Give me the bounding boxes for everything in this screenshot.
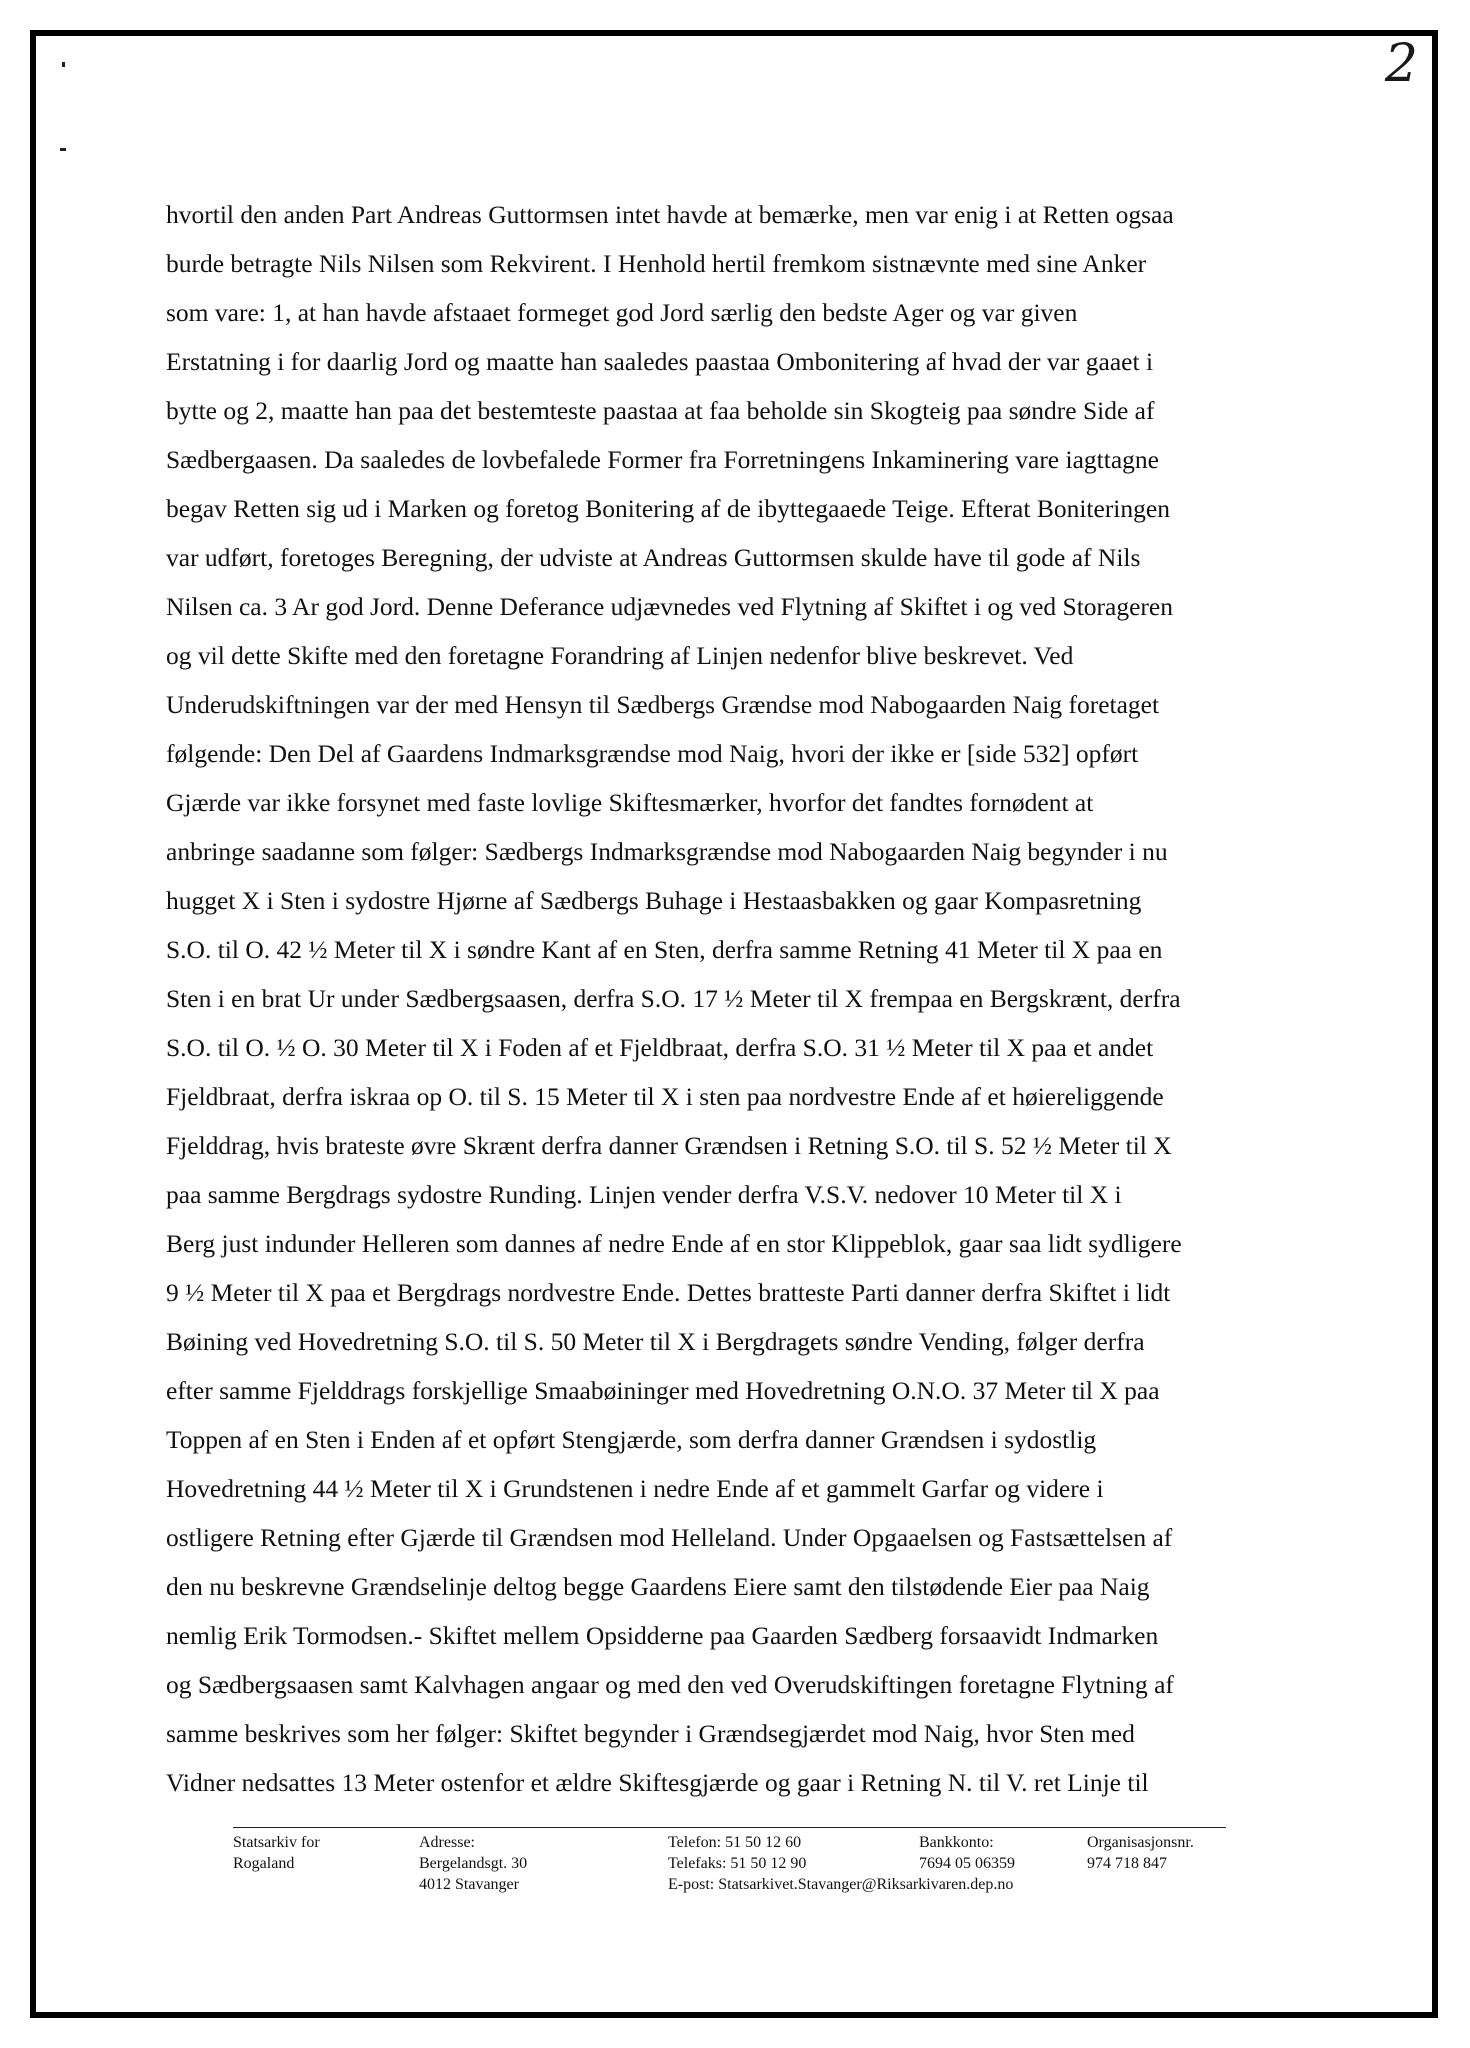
body-line: samme beskrives som her følger: Skiftet begynder i Grændsegjærdet mod Naig, hvor Sten med [166, 1719, 1135, 1748]
body-line: paa samme Bergdrags sydostre Runding. Linjen vender derfra V.S.V. nedover 10 Meter til X i [166, 1180, 1122, 1209]
footer-bank [919, 1832, 1015, 1874]
margin-dot [62, 62, 65, 67]
body-line: ostligere Retning efter Gjærde til Grændsen mod Helleland. Under Opgaaelsen og Fastsættelsen af [166, 1523, 1173, 1552]
footer-org [1087, 1832, 1194, 1874]
footer-archive [233, 1832, 320, 1874]
footer-phone: Telefon: 51 50 12 60 [668, 1834, 802, 1851]
body-line: Toppen af en Sten i Enden af et opført Stengjærde, som derfra danner Grændsen i sydostlig [166, 1425, 1097, 1454]
footer-bank-label: Bankkonto: [919, 1834, 994, 1851]
body-line: og Sædbergsaasen samt Kalvhagen angaar og med den ved Overudskiftingen foretagne Flytning af [166, 1670, 1174, 1699]
margin-dash [60, 148, 66, 151]
footer-archive-line: Rogaland [233, 1855, 295, 1872]
body-line: Nilsen ca. 3 Ar god Jord. Denne Deferance udjævnedes ved Flytning af Skiftet i og ved Storageren [166, 592, 1173, 621]
body-text [166, 190, 1306, 1807]
body-line: Hovedretning 44 ½ Meter til X i Grundstenen i nedre Ende af et gammelt Garfar og videre i [166, 1474, 1104, 1503]
footer-archive-line: Statsarkiv for [233, 1834, 320, 1851]
page-number: 2 [1384, 34, 1418, 94]
footer-email: E-post: Statsarkivet.Stavanger@Riksarkivaren.dep.no [668, 1876, 1014, 1893]
footer-address-line: Bergelandsgt. 30 [419, 1855, 528, 1872]
body-line: S.O. til O. 42 ½ Meter til X i søndre Kant af en Sten, derfra samme Retning 41 Meter til X paa en [166, 935, 1163, 964]
page-footer [233, 1827, 1226, 1893]
body-line: Gjærde var ikke forsynet med faste lovlige Skiftesmærker, hvorfor det fandtes fornødent at [166, 788, 1094, 817]
body-line: var udført, foretoges Beregning, der udviste at Andreas Guttormsen skulde have til gode af Nils [166, 543, 1141, 572]
body-line: Erstatning i for daarlig Jord og maatte han saaledes paastaa Ombonitering af hvad der var gaaet i [166, 347, 1154, 376]
body-line: følgende: Den Del af Gaardens Indmarksgrændse mod Naig, hvori der ikke er [side 532] opført [166, 739, 1139, 768]
body-line: hvortil den anden Part Andreas Guttormsen intet havde at bemærke, men var enig i at Retten ogsaa [166, 200, 1174, 229]
body-line: bytte og 2, maatte han paa det bestemteste paastaa at faa beholde sin Skogteig paa søndre Side af [166, 396, 1155, 425]
body-line: anbringe saadanne som følger: Sædbergs Indmarksgrændse mod Nabogaarden Naig begynder i nu [166, 837, 1168, 866]
footer-address [419, 1832, 527, 1895]
body-line: efter samme Fjelddrags forskjellige Smaabøininger med Hovedretning O.N.O. 37 Meter til X paa [166, 1376, 1160, 1405]
body-line: den nu beskrevne Grændselinje deltog begge Gaardens Eiere samt den tilstødende Eier paa Naig [166, 1572, 1150, 1601]
footer-address-line: 4012 Stavanger [419, 1876, 519, 1893]
footer-address-label: Adresse: [419, 1834, 475, 1851]
footer-org-label: Organisasjonsnr. [1087, 1834, 1194, 1851]
body-line: Berg just indunder Helleren som dannes af nedre Ende af en stor Klippeblok, gaar saa lidt sydligere [166, 1229, 1182, 1258]
body-line: begav Retten sig ud i Marken og foretog Bonitering af de ibyttegaaede Teige. Efterat Boniteringen [166, 494, 1170, 523]
body-line: Bøining ved Hovedretning S.O. til S. 50 Meter til X i Bergdragets søndre Vending, følger derfra [166, 1327, 1145, 1356]
body-line: 9 ½ Meter til X paa et Bergdrags nordvestre Ende. Dettes bratteste Parti danner derfra Skiftet i lidt [166, 1278, 1171, 1307]
body-line: Fjeldbraat, derfra iskraa op O. til S. 15 Meter til X i sten paa nordvestre Ende af et høiereliggende [166, 1082, 1164, 1111]
footer-fax: Telefaks: 51 50 12 90 [668, 1855, 807, 1872]
body-line: som vare: 1, at han havde afstaaet formeget god Jord særlig den bedste Ager og var given [166, 298, 1078, 327]
footer-org-number: 974 718 847 [1087, 1855, 1167, 1872]
body-line: hugget X i Sten i sydostre Hjørne af Sædbergs Buhage i Hestaasbakken og gaar Kompasretning [166, 886, 1142, 915]
body-line: og vil dette Skifte med den foretagne Forandring af Linjen nedenfor blive beskrevet. Ved [166, 641, 1074, 670]
body-line: Vidner nedsattes 13 Meter ostenfor et ældre Skiftesgjærde og gaar i Retning N. til V. ret Linje til [166, 1768, 1149, 1797]
footer-bank-number: 7694 05 06359 [919, 1855, 1015, 1872]
body-line: Underudskiftningen var der med Hensyn til Sædbergs Grændse mod Nabogaarden Naig foretaget [166, 690, 1160, 719]
body-line: Sten i en brat Ur under Sædbergsaasen, derfra S.O. 17 ½ Meter til X frempaa en Bergskrænt, derfra [166, 984, 1181, 1013]
body-line: Fjelddrag, hvis brateste øvre Skrænt derfra danner Grændsen i Retning S.O. til S. 52 ½ Meter til X [166, 1131, 1172, 1160]
body-line: burde betragte Nils Nilsen som Rekvirent. I Henhold hertil fremkom sistnævnte med sine Anker [166, 249, 1147, 278]
body-line: nemlig Erik Tormodsen.- Skiftet mellem Opsidderne paa Gaarden Sædberg forsaavidt Indmarken [166, 1621, 1159, 1650]
body-line: S.O. til O. ½ O. 30 Meter til X i Foden af et Fjeldbraat, derfra S.O. 31 ½ Meter til X paa et andet [166, 1033, 1154, 1062]
body-line: Sædbergaasen. Da saaledes de lovbefalede Former fra Forretningens Inkaminering vare iagttagne [166, 445, 1159, 474]
